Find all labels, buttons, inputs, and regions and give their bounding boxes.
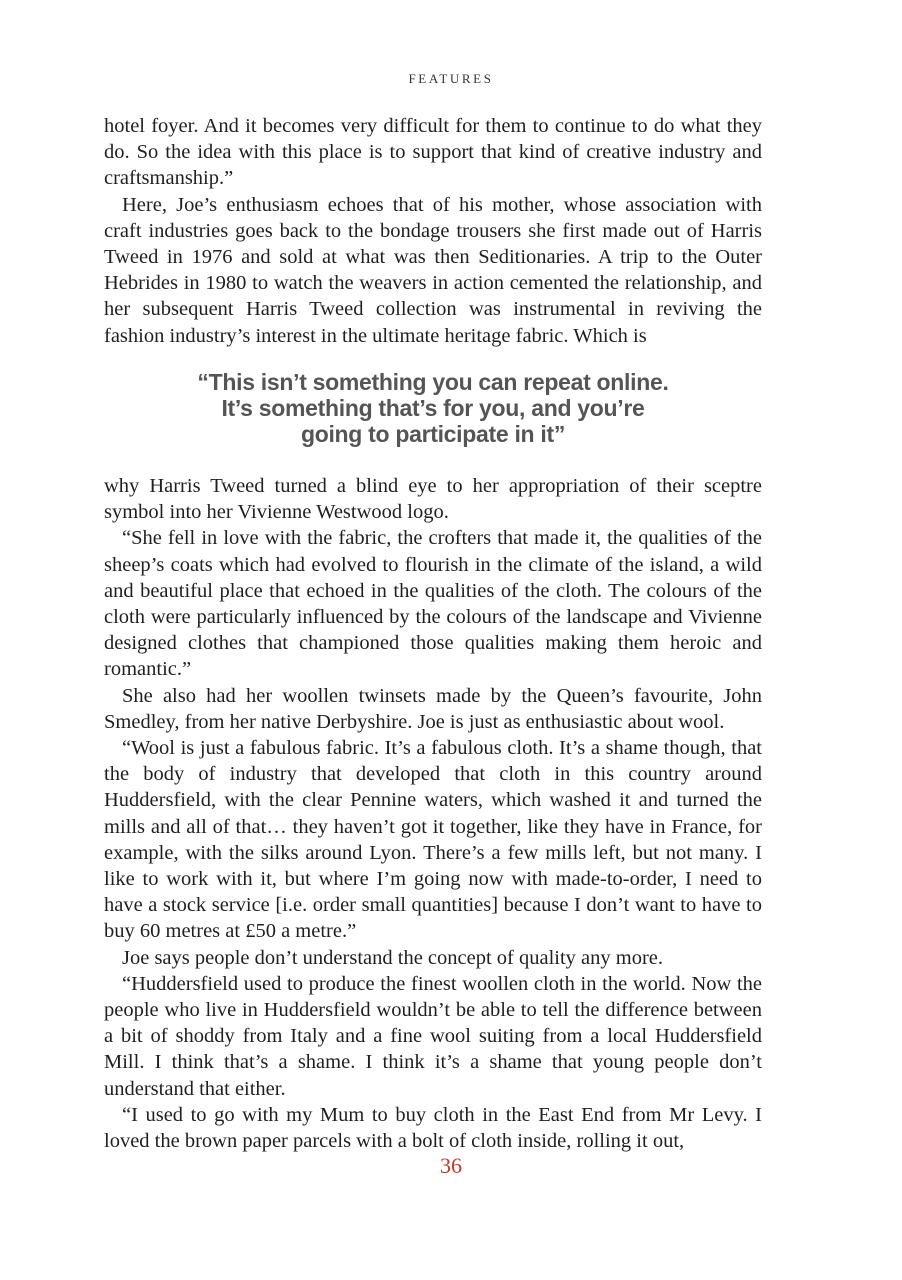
paragraph: “Huddersfield used to produce the finest woollen cloth in the world. Now the people who live in Huddersfield wouldn’t be able to tell the difference between a bit of shoddy from Italy and a fine wool suiting from a local Huddersfield Mill. I think that’s a shame. I think it’s a shame that young people don’t understand that either. — [104, 972, 762, 1100]
article-body-bottom — [104, 473, 762, 1154]
pull-quote-line: It’s something that’s for you, and you’re — [221, 395, 645, 421]
section-header: FEATURES — [408, 71, 494, 86]
paragraph: Here, Joe’s enthusiasm echoes that of his mother, whose association with craft industries goes back to the bondage trousers she first made out of Harris Tweed in 1976 and sold at what was then Seditionaries. A trip to the Outer Hebrides in 1980 to watch the weavers in action cemented the relationship, and her subsequent Harris Tweed collection was instrumental in reviving the fashion industry’s interest in the ultimate heritage fabric. Which is — [104, 193, 762, 347]
pull-quote — [104, 369, 762, 447]
paragraph: “I used to go with my Mum to buy cloth in the East End from Mr Levy. I loved the brown paper parcels with a bolt of cloth inside, rolling it out, — [104, 1103, 762, 1153]
paragraph: “She fell in love with the fabric, the crofters that made it, the qualities of the sheep’s coats which had evolved to flourish in the climate of the island, a wild and beautiful place that echoed in the qualities of the cloth. The colours of the cloth were particularly influenced by the colours of the landscape and Vivienne designed clothes that championed those qualities making them heroic and romantic.” — [104, 527, 762, 681]
paragraph: Joe says people don’t understand the concept of quality any more. — [122, 946, 664, 969]
article-body-top — [104, 113, 762, 349]
pull-quote-line: “This isn’t something you can repeat online. — [197, 369, 669, 395]
paragraph: why Harris Tweed turned a blind eye to her appropriation of their sceptre symbol into her Vivienne Westwood logo. — [104, 475, 762, 524]
pull-quote-line: going to participate in it” — [300, 421, 566, 447]
paragraph: “Wool is just a fabulous fabric. It’s a fabulous cloth. It’s a shame though, that the body of industry that developed that cloth in this country around Huddersfield, with the clear Pennine waters, which washed it and turned the mills and all of that… they haven’t got it together, like they have in France, for example, with the silks around Lyon. There’s a few mills left, but not many. I like to work with it, but where I’m going now with made-to-order, I need to have a stock service [i.e. order small quantities] because I don’t want to have to buy 60 metres at £50 a metre.” — [104, 737, 762, 943]
page-number: 36 — [440, 1153, 462, 1178]
paragraph: hotel foyer. And it becomes very difficult for them to continue to do what they do. So the idea with this place is to support that kind of creative industry and craftsmanship.” — [104, 115, 762, 190]
paragraph: She also had her woollen twinsets made by the Queen’s favourite, John Smedley, from her native Derbyshire. Joe is just as enthusiastic about wool. — [104, 684, 762, 733]
